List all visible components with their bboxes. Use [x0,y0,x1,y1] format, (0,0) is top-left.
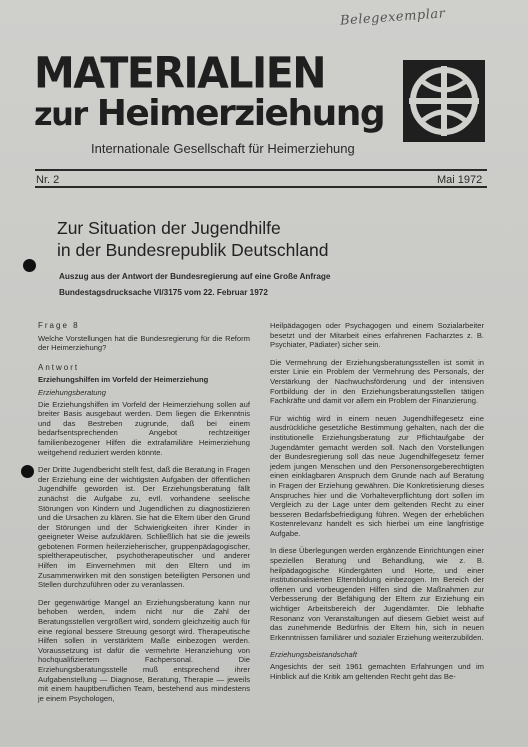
handwritten-note: Belegexemplar [339,6,446,29]
paragraph: Die Erziehungshilfen im Vorfeld der Heimerziehung sollen auf breiter Basis ausgebaut werden. Dem liegen die Erkenntnis und das Bestreben zugrunde, daß bei einem bedarfsentsprechenden Angebot rechtzeitiger familienbezogener Hilfen die extrafamiliäre Heimerziehung weitgehend reduziert werden könnte. [38,399,250,457]
issue-date: Mai 1972 [437,174,483,186]
masthead-title-line1: MATERIALIEN [34,47,326,99]
section-title: Erziehungshilfen im Vorfeld der Heimerziehung [38,375,209,385]
paragraph: Angesichts der seit 1961 gemachten Erfahrungen und im Hinblick auf die Kritik am geltenden Recht geht das Be- [270,662,484,681]
paragraph: Der Dritte Jugendbericht stellt fest, daß die Beratung in Fragen der Erziehung eine der wichtigsten Aufgaben der öffentlichen Jugendhilfe geworden ist. Der Erziehungsberatung fällt zunächst die Aufgabe zu, evtl. vorhandene seelische Störungen von Kindern und Jugendlichen zu diagnostizieren und die Ursachen zu klären. Sie hat die Eltern über den Grund der Störungen und der Schwierigkeiten ihrer Kinder in geeigneter Weise aufzuklären. Schließlich hat sie die jeweils gebotenen Formen heilerzieherischer, gruppenpädagogischer, spieltherapeutischer, psychotherapeutischer und anderer Hilfen im Einvernehmen mit den Eltern und im Zusammenwirken mit den sonstigen beteiligten Personen und Stellen durchzuführen oder zu veranlassen. [38,465,250,590]
headline-line2: in der Bundesrepublik Deutschland [57,240,329,260]
masthead-title-line2 [34,93,385,134]
paragraph: Die Vermehrung der Erziehungsberatungsstellen ist somit in erster Linie ein Problem der Vermehrung des Personals, der Verstärkung der Nachwuchsförderung und der intensiven Fortbildung der in den Erziehungsberatungsstellen tätigen Fachkräfte und damit vor allem ein Problem der Finanzierung. [270,357,484,406]
paragraph: Der gegenwärtige Mangel an Erziehungsberatung kann nur behoben werden, indem nicht nur die Zahl der Beratungsstellen vergrößert wird, sondern gleichzeitig auch für eine regional bessere Streuung gesorgt wird. Therapeutische Hilfen sollen in verstärktem Maße einbezogen werden. Voraussetzung ist dafür die vermehrte Heranziehung von hochqualifiziertem Fachpersonal. Die Erziehungsberatungsstelle muß entsprechend ihrer Aufgabenstellung — Diagnose, Beratung, Therapie — jeweils mit einem hauptberuflichen Team, bestehend aus mindestens je einem Psychologen, [38,597,250,703]
globe-logo-icon [403,60,485,142]
question-label: Frage 8 [38,321,80,330]
article-intro-reference: Bundestagsdrucksache VI/3175 vom 22. Februar 1972 [59,288,268,297]
article-headline [57,217,328,261]
right-column [270,321,484,689]
article-intro-source: Auszug aus der Antwort der Bundesregierung auf eine Große Anfrage [59,272,331,281]
question-text: Welche Vorstellungen hat die Bundesregierung für die Reform der Heimerziehung? [38,333,250,353]
paragraph: In diese Überlegungen werden ergänzende Einrichtungen einer speziellen Beratung und Behandlung, wie z. B. heilpädagogische Kindergärten und Horte, und einer institutionalisierten Elternbildung einbezogen. Im Bereich der offenen und vorbeugenden Hilfen sind die Maßnahmen zur Verbesserung der Befähigung der Eltern zur Erziehung ein wichtiger Arbeitsbereich der Jugendämter. Die lebhafte Resonanz von Veranstaltungen auf diesem Gebiet weist auf das zunehmende Bedürfnis der Eltern hin, sich in neuen Erkenntnissen familiärer und sozialer Erziehung weiterzubilden. [270,546,484,642]
divider-top [35,169,487,171]
masthead-title-main: Heimerziehung [96,93,385,134]
paragraph: Heilpädagogen oder Psychagogen und einem Sozialarbeiter besetzt und der Mitarbeit eines erfahrenen Facharztes z. B. Psychiater, Pädiater) sicher sein. [270,321,484,350]
issue-number: Nr. 2 [36,174,60,186]
punch-hole-icon [23,259,36,272]
subsection-title: Erziehungsberatung [38,387,106,397]
divider-bottom [35,186,487,188]
left-column [38,321,250,711]
punch-hole-icon [21,465,34,478]
answer-label: Antwort [38,362,80,372]
masthead-subtitle: Internationale Gesellschaft für Heimerziehung [91,141,355,156]
subsection-title: Erziehungsbeistandschaft [270,650,357,660]
headline-line1: Zur Situation der Jugendhilfe [57,218,281,238]
paragraph: Für wichtig wird in einem neuen Jugendhilfegesetz eine ausdrückliche gesetzliche Bestimmung gehalten, nach der die institutionelle Erziehungsberatung zur Pflichtaufgabe der Jugendämter gemacht werden soll. Nach den Vorstellungen der Bundesregierung soll das neue Jugendhilfegesetz ferner jedem jungen Menschen und den Personensorgeberechtigten einen einklagbaren Anspruch dem Grunde nach auf Beratung in Fragen der Erziehung gewähren. Die Konkretisierung dieses Anspruches hier und die Vorhalteverpflichtung dort sollen im Vergleich zu der Lage unter dem geltenden Recht zu einer besseren Bedarfsbefriedigung führen. Wegen der erheblichen Kostenrelevanz handelt es sich hierbei um eine langfristige Aufgabe. [270,413,484,538]
masthead-title-prefix: zur [34,95,87,133]
